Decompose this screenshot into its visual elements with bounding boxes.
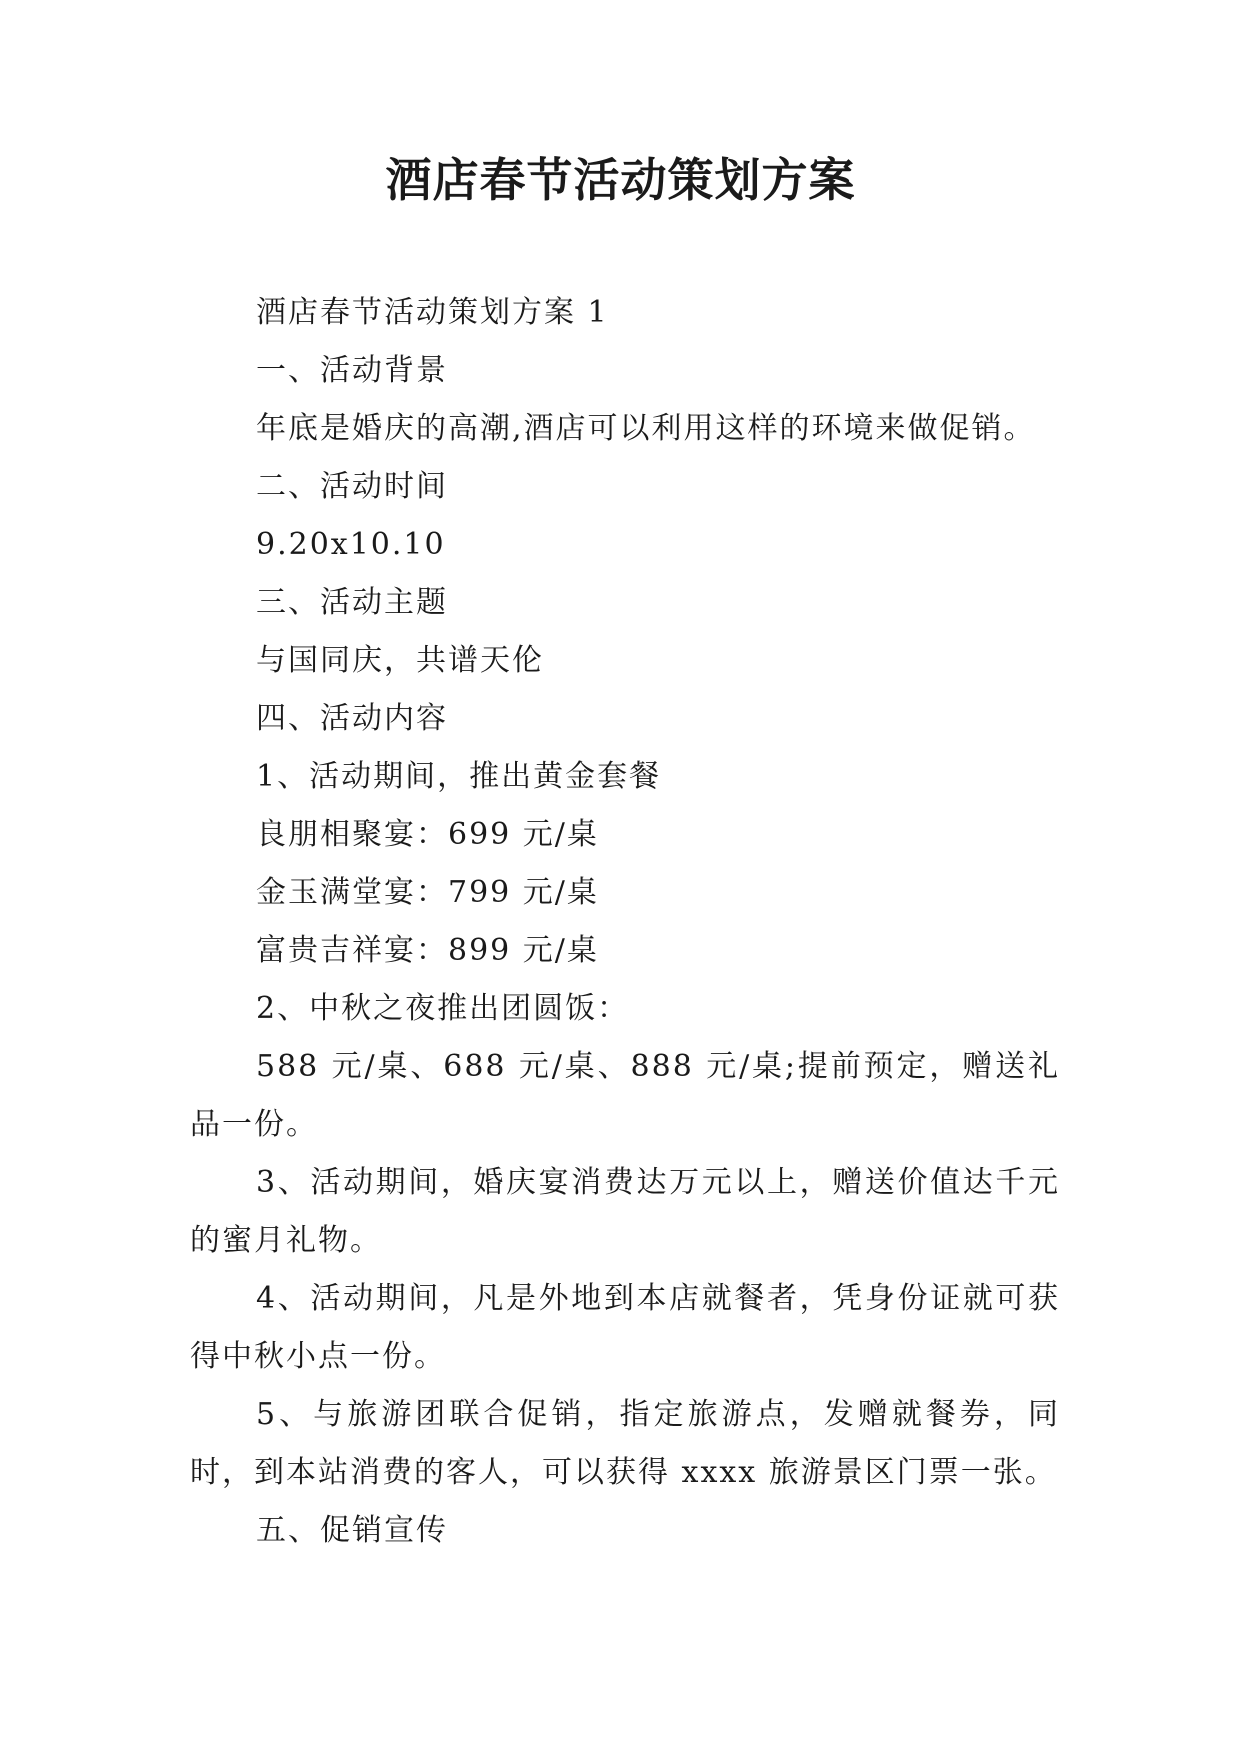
content-paragraph-3: 3、活动期间，婚庆宴消费达万元以上，赠送价值达千元的蜜月礼物。	[190, 1165, 1060, 1258]
background-text: 年底是婚庆的高潮,酒店可以利用这样的环境来做促销。	[256, 411, 1036, 446]
document-title: 酒店春节活动策划方案	[385, 153, 856, 207]
section-heading-promotion: 五、促销宣传	[256, 1513, 448, 1548]
section-heading: 酒店春节活动策划方案 1	[256, 295, 609, 330]
content-paragraph-5: 5、与旅游团联合促销，指定旅游点，发赠就餐券，同时，到本站消费的客人，可以获得 xxxx 旅游景区门票一张。	[190, 1397, 1060, 1490]
section-heading-time: 二、活动时间	[256, 469, 448, 504]
content-paragraph-4: 4、活动期间，凡是外地到本店就餐者，凭身份证就可获得中秋小点一份。	[190, 1281, 1060, 1374]
content-paragraph-prices: 588 元/桌、688 元/桌、888 元/桌;提前预定，赠送礼品一份。	[190, 1049, 1060, 1142]
document-body	[190, 284, 1060, 1560]
time-text: 9.20x10.10	[256, 527, 446, 562]
menu-item-1: 良朋相聚宴：699 元/桌	[256, 817, 599, 852]
content-item-1: 1、活动期间，推出黄金套餐	[256, 759, 662, 794]
menu-item-3: 富贵吉祥宴：899 元/桌	[256, 933, 599, 968]
content-item-2: 2、中秋之夜推出团圆饭：	[256, 991, 630, 1026]
section-heading-background: 一、活动背景	[256, 353, 448, 388]
menu-item-2: 金玉满堂宴：799 元/桌	[256, 875, 599, 910]
section-heading-theme: 三、活动主题	[256, 585, 448, 620]
theme-text: 与国同庆，共谱天伦	[256, 643, 544, 678]
section-heading-content: 四、活动内容	[256, 701, 448, 736]
